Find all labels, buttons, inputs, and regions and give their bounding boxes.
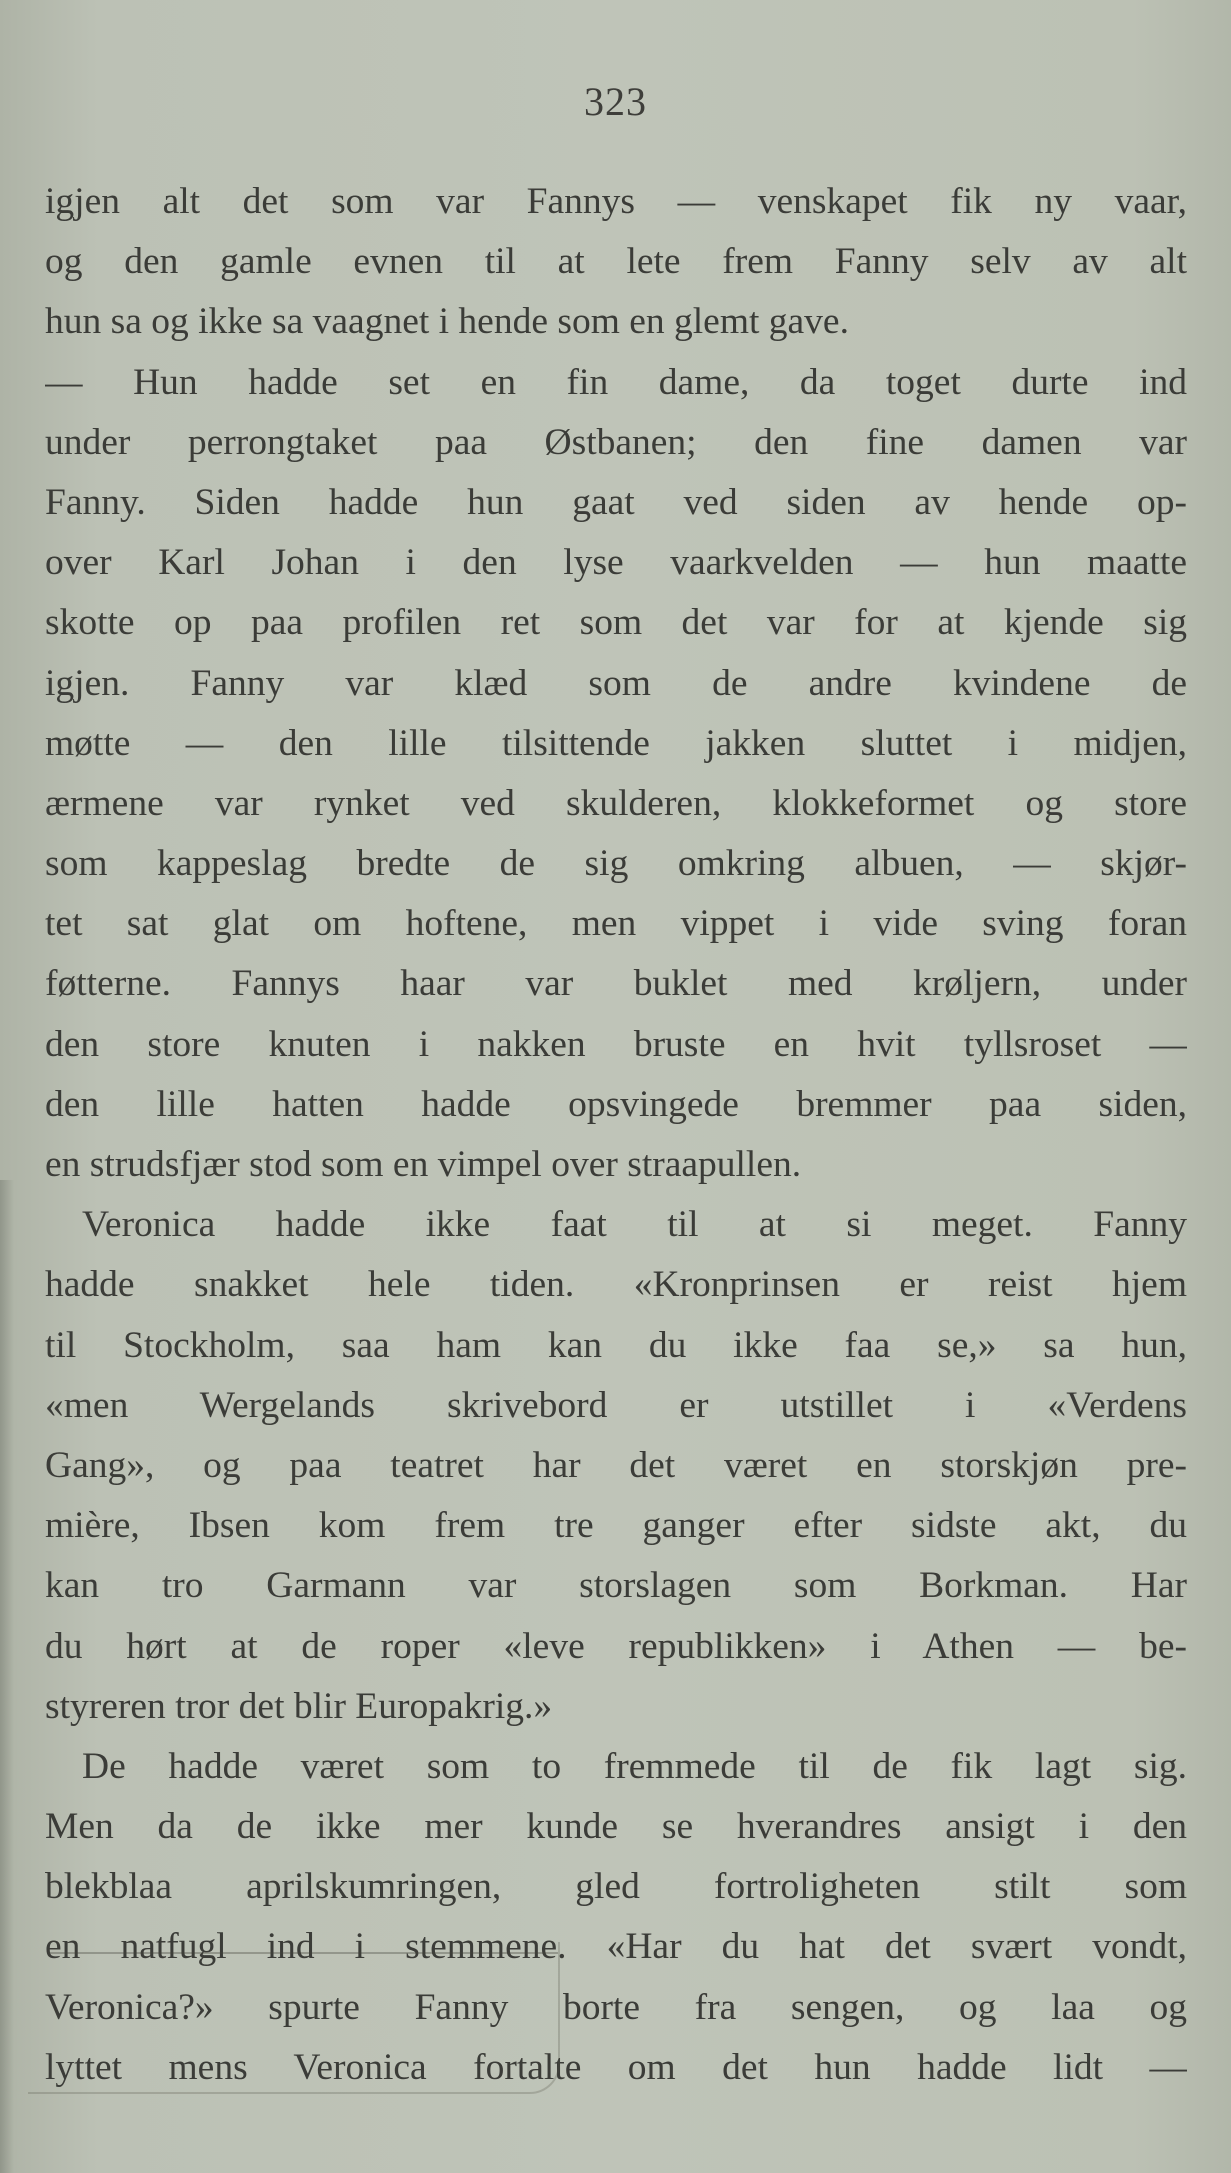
text-line: til Stockholm, saa ham kan du ikke faa se,» sa hun,	[45, 1324, 1187, 1366]
text-line: hun sa og ikke sa vaagnet i hende som en glemt gave.	[45, 301, 849, 343]
body-text	[45, 172, 1187, 2098]
text-line: du hørt at de roper «leve republikken» i Athen — be-	[45, 1625, 1187, 1667]
text-line: Veronica?» spurte Fanny borte fra sengen, og laa og	[45, 1986, 1187, 2028]
pencil-underline-mark	[48, 1952, 558, 1954]
text-line: mière, Ibsen kom frem tre ganger efter sidste akt, du	[45, 1505, 1187, 1547]
text-line: hadde snakket hele tiden. «Kronprinsen er reist hjem	[45, 1264, 1187, 1306]
text-line: igjen alt det som var Fannys — venskapet fik ny vaar,	[45, 181, 1187, 222]
text-line: en natfugl ind i stemmene. «Har du hat det svært vondt,	[45, 1926, 1187, 1968]
text-line: den lille hatten hadde opsvingede bremmer paa siden,	[45, 1083, 1187, 1125]
text-line: blekblaa aprilskumringen, gled fortroligheten stilt som	[45, 1866, 1187, 1908]
text-line: De hadde været som to fremmede til de fik lagt sig.	[82, 1745, 1187, 1787]
text-line: «men Wergelands skrivebord er utstillet i «Verdens	[45, 1384, 1187, 1426]
text-line: møtte — den lille tilsittende jakken sluttet i midjen,	[45, 722, 1187, 764]
text-line: over Karl Johan i den lyse vaarkvelden — hun maatte	[45, 542, 1187, 584]
text-line: ærmene var rynket ved skulderen, klokkeformet og store	[45, 782, 1187, 824]
text-line: lyttet mens Veronica fortalte om det hun hadde lidt —	[45, 2046, 1187, 2088]
text-line: Veronica hadde ikke faat til at si meget. Fanny	[82, 1204, 1187, 1246]
text-line: styreren tror det blir Europakrig.»	[45, 1685, 553, 1727]
text-line: under perrongtaket paa Østbanen; den fine damen var	[45, 421, 1187, 463]
text-line: skotte op paa profilen ret som det var for at kjende sig	[45, 602, 1187, 644]
text-line: Fanny. Siden hadde hun gaat ved siden av hende op-	[45, 481, 1187, 523]
text-line: tet sat glat om hoftene, men vippet i vide sving foran	[45, 903, 1187, 945]
text-line: — Hun hadde set en fin dame, da toget durte ind	[45, 361, 1187, 403]
text-line: en strudsfjær stod som en vimpel over straapullen.	[45, 1144, 802, 1185]
text-line: den store knuten i nakken bruste en hvit tyllsroset —	[45, 1023, 1187, 1065]
text-line: igjen. Fanny var klæd som de andre kvindene de	[45, 662, 1187, 704]
text-line: og den gamle evnen til at lete frem Fanny selv av alt	[45, 241, 1187, 283]
text-line: Men da de ikke mer kunde se hverandres ansigt i den	[45, 1806, 1187, 1848]
page-edge-shadow	[0, 1180, 14, 2173]
text-line: kan tro Garmann var storslagen som Borkman. Har	[45, 1565, 1187, 1607]
text-line: Gang», og paa teatret har det været en storskjøn pre-	[45, 1444, 1187, 1486]
text-line: som kappeslag bredte de sig omkring albuen, — skjør-	[45, 843, 1187, 885]
page-number: 323	[584, 79, 647, 124]
text-line: føtterne. Fannys haar var buklet med krøljern, under	[45, 963, 1187, 1005]
